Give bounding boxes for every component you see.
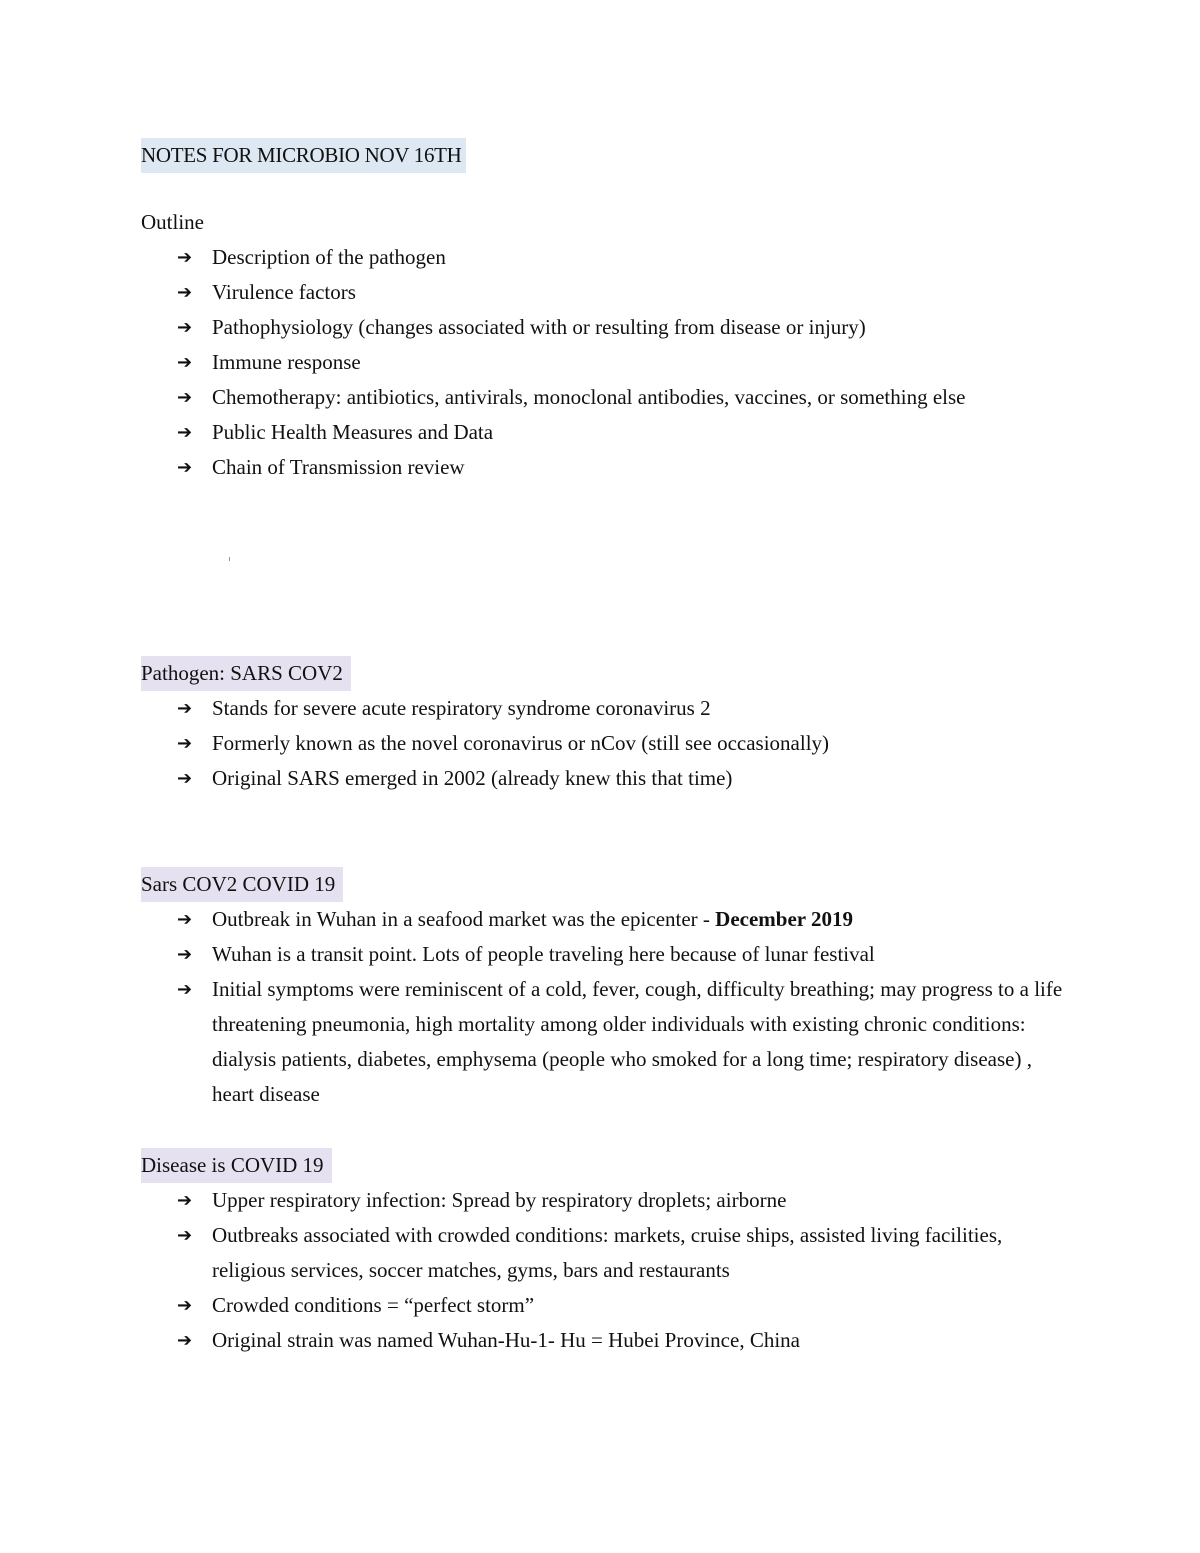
stray-mark [229,557,230,561]
list-item: ➔ Initial symptoms were reminiscent of a cold, fever, cough, difficulty breathing; may progress to a life threatening pneumonia, high mortality among older individuals with existing chronic conditions: dialysis patients, diabetes, emphysema (people who smoked for a long time; respiratory disease) , heart disease [141,972,1071,1112]
arrow-icon: ➔ [177,733,193,754]
list-item: ➔ Stands for severe acute respiratory syndrome coronavirus 2 [141,691,1071,726]
arrow-icon: ➔ [177,1225,193,1246]
date-bold: December 2019 [715,907,853,931]
outline-heading: Outline [141,210,204,234]
arrow-icon: ➔ [177,768,193,789]
list-item: ➔ Original strain was named Wuhan-Hu-1- Hu = Hubei Province, China [141,1323,1071,1358]
list-item: ➔ Public Health Measures and Data [141,415,1071,450]
list-item: ➔ Chemotherapy: antibiotics, antivirals, monoclonal antibodies, vaccines, or something else [141,380,1071,415]
list-item: ➔ Upper respiratory infection: Spread by respiratory droplets; airborne [141,1183,1071,1218]
arrow-icon: ➔ [177,1295,193,1316]
arrow-icon: ➔ [177,247,193,268]
list-item: ➔ Pathophysiology (changes associated with or resulting from disease or injury) [141,310,1071,345]
arrow-icon: ➔ [177,422,193,443]
arrow-icon: ➔ [177,352,193,373]
list-item: ➔ Description of the pathogen [141,240,1071,275]
list-item: ➔ Formerly known as the novel coronavirus or nCov (still see occasionally) [141,726,1071,761]
arrow-icon: ➔ [177,1190,193,1211]
sars-covid-heading: Sars COV2 COVID 19 [141,867,343,902]
list-item: ➔ Crowded conditions = “perfect storm” [141,1288,1071,1323]
arrow-icon: ➔ [177,457,193,478]
arrow-icon: ➔ [177,282,193,303]
list-item: ➔ Outbreaks associated with crowded conditions: markets, cruise ships, assisted living facilities, religious services, soccer matches, gyms, bars and restaurants [141,1218,1071,1288]
disease-list [141,1183,1071,1358]
list-item: ➔ Immune response [141,345,1071,380]
list-item: ➔ Wuhan is a transit point. Lots of people traveling here because of lunar festival [141,937,1071,972]
outline-list [141,240,1071,485]
list-item: ➔ Virulence factors [141,275,1071,310]
arrow-icon: ➔ [177,387,193,408]
sars-covid-list [141,902,1071,1112]
disease-heading: Disease is COVID 19 [141,1148,332,1183]
arrow-icon: ➔ [177,698,193,719]
list-item: ➔ Original SARS emerged in 2002 (already knew this that time) [141,761,1071,796]
arrow-icon: ➔ [177,944,193,965]
page-title: NOTES FOR MICROBIO NOV 16TH [141,138,466,173]
arrow-icon: ➔ [177,1330,193,1351]
list-item: ➔ Chain of Transmission review [141,450,1071,485]
pathogen-list [141,691,1071,796]
arrow-icon: ➔ [177,909,193,930]
arrow-icon: ➔ [177,317,193,338]
arrow-icon: ➔ [177,979,193,1000]
list-item: ➔ Outbreak in Wuhan in a seafood market was the epicenter - December 2019 [141,902,1071,937]
pathogen-heading: Pathogen: SARS COV2 [141,656,351,691]
